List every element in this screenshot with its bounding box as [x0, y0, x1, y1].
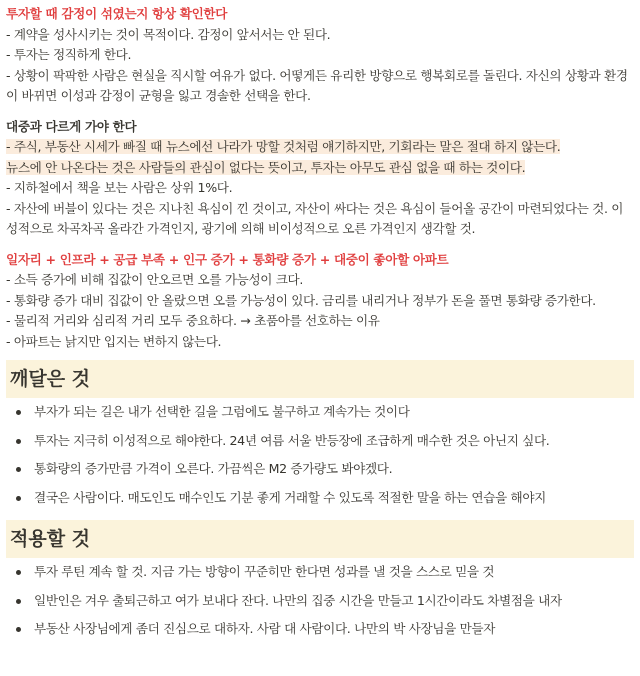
section3-line: - 물리적 거리와 심리적 거리 모두 중요하다. → 초품아를 선호하는 이유	[6, 313, 380, 328]
list-item: 투자 루틴 계속 할 것. 지금 가는 방향이 꾸준히만 한다면 성과를 낼 것을 스스로 믿을 것	[6, 558, 634, 587]
bullet-icon	[16, 599, 21, 604]
highlighted-text: 뉴스에 안 나온다는 것은 사람들의 관심이 없다는 뜻이고, 투자는 아무도 관심 없을 때 하는 것이다.	[6, 159, 526, 175]
section3-line: - 아파트는 낡지만 입지는 변하지 않는다.	[6, 333, 222, 349]
bullet-icon	[16, 496, 21, 501]
bullet-icon	[16, 627, 21, 632]
bullet-icon	[16, 410, 21, 415]
realization-list	[6, 398, 634, 512]
section3-line: - 소득 증가에 비해 집값이 안오르면 오를 가능성이 크다.	[6, 272, 304, 287]
highlighted-text: - 주식, 부동산 시세가 빠질 때 뉴스에선 나라가 망할 것처럼 얘기하지만, 기회라는 말은 절대 하지 않는다.	[6, 139, 561, 154]
section1-line: - 투자는 정직하게 한다.	[6, 47, 132, 62]
section3-line: - 통화량 증가 대비 집값이 안 올랐으면 오를 가능성이 있다. 금리를 내리거나 정부가 돈을 풀면 통화량 증가한다.	[6, 292, 596, 308]
section2-line: - 자산에 버블이 있다는 것은 지나친 욕심이 낀 것이고, 자산이 싸다는 것은 욕심이 들어올 공간이 마련되었다는 것. 이성적으로 차곡차곡 올라간 가격인지, 광기에 의해 비이성적으로 오른 가격인지 생각할 것.	[6, 200, 624, 236]
list-item: 일반인은 겨우 출퇴근하고 여가 보내다 잔다. 나만의 집중 시간을 만들고 1시간이라도 차별점을 내자	[6, 587, 634, 616]
bullet-icon	[16, 439, 21, 444]
bullet-icon	[16, 570, 21, 575]
apply-callout: 적용할 것	[6, 520, 634, 558]
list-item: 부동산 사장님에게 좀더 진심으로 대하자. 사람 대 사람이다. 나만의 박 사장님을 만들자	[6, 615, 634, 644]
section1-line: - 계약을 성사시키는 것이 목적이다. 감정이 앞서서는 안 된다.	[6, 26, 331, 42]
section1-line: - 상황이 팍팍한 사람은 현실을 직시할 여유가 없다. 어떻게든 유리한 방향으로 행복회로를 돌린다. 자신의 상황과 환경이 바뀌면 이성과 감정이 균형을 잃고 경솔한 선택을 한다.	[6, 67, 628, 103]
list-item: 결국은 사람이다. 매도인도 매수인도 기분 좋게 거래할 수 있도록 적절한 말을 하는 연습을 해야지	[6, 484, 634, 513]
apply-list	[6, 558, 634, 644]
section3-heading: 일자리 + 인프라 + 공급 부족 + 인구 증가 + 통화량 증가 + 대중이 좋아할 아파트	[6, 251, 449, 267]
section1-heading: 투자할 때 감정이 섞였는지 항상 확인한다	[6, 6, 228, 21]
section2-heading: 대중과 다르게 가야 한다	[6, 118, 137, 134]
realization-callout: 깨달은 것	[6, 360, 634, 398]
list-item: 투자는 지극히 이성적으로 해야한다. 24년 여름 서울 반등장에 조급하게 매수한 것은 아닌지 싶다.	[6, 427, 634, 456]
bullet-icon	[16, 467, 21, 472]
section2-line: - 지하철에서 책을 보는 사람은 상위 1%다.	[6, 180, 233, 195]
list-item: 부자가 되는 길은 내가 선택한 길을 그럼에도 불구하고 계속가는 것이다	[6, 398, 634, 427]
list-item: 통화량의 증가만큼 가격이 오른다. 가끔씩은 M2 증가량도 봐야겠다.	[6, 455, 634, 484]
